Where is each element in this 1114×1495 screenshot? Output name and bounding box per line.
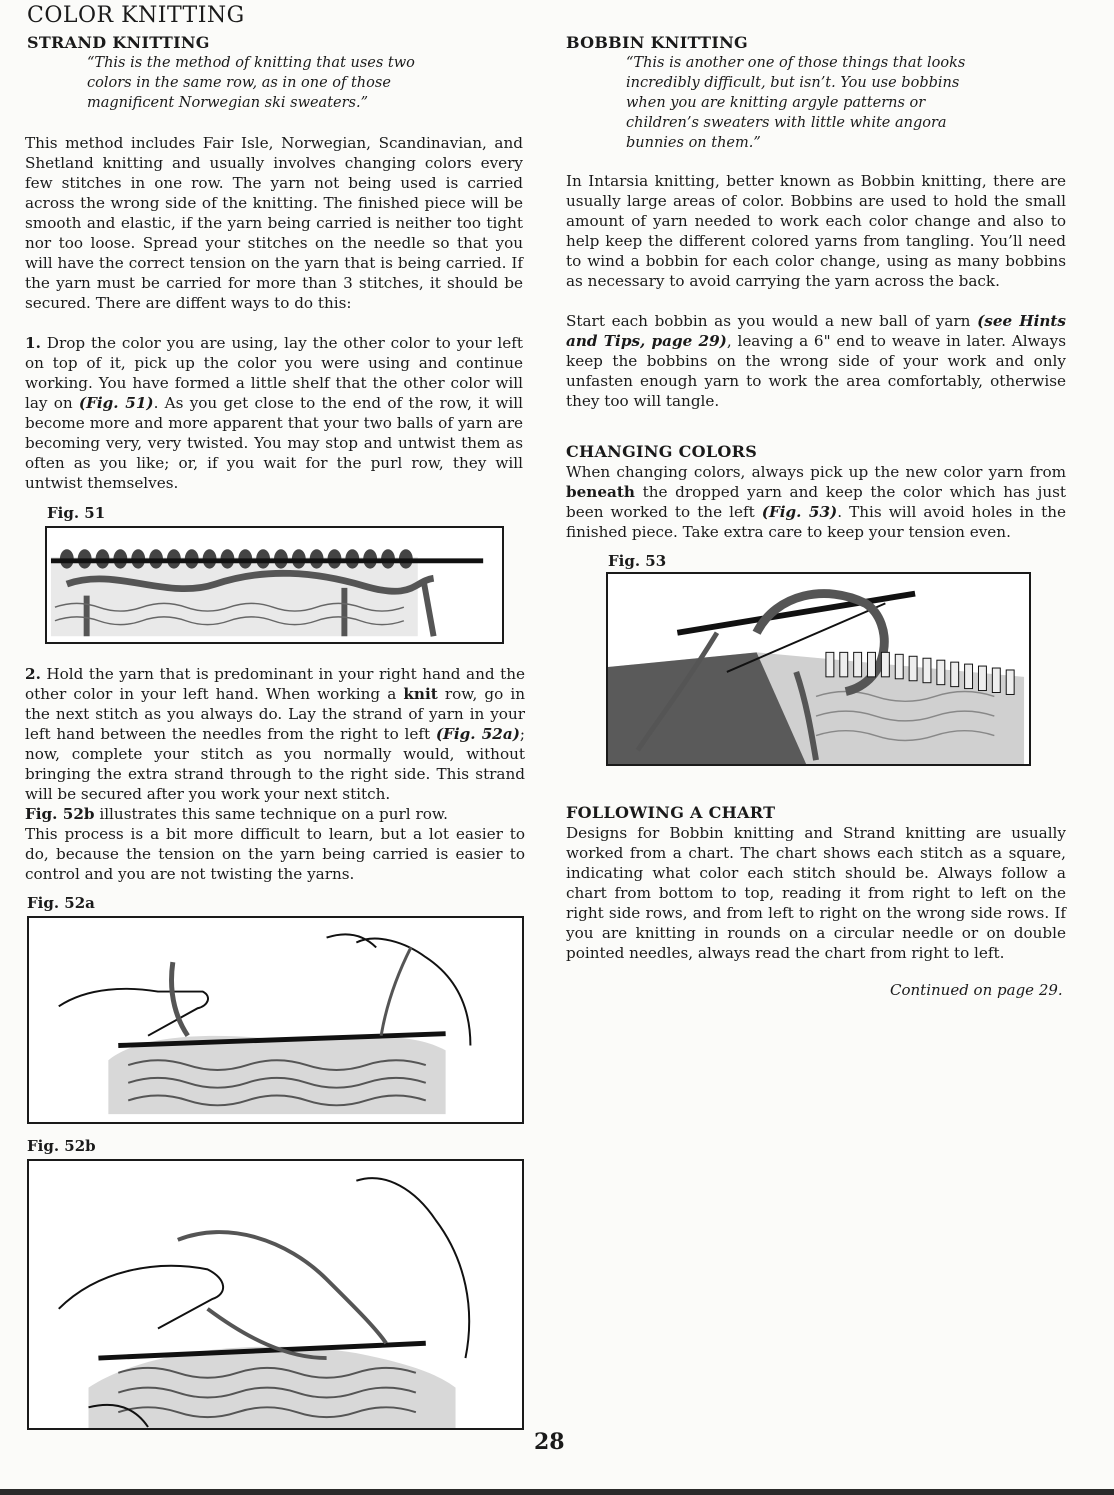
beneath-word: beneath: [566, 483, 635, 501]
page-number: 28: [534, 1429, 565, 1455]
fig-52b-illustration: [27, 1159, 524, 1430]
strand-intro-paragraph: This method includes Fair Isle, Norwegian, Scandinavian, and Shetland knitting and usually involves changing colors every few stitches in one row. The yarn not being used is carried across the wrong side of the knitting. The finished piece will be smooth and elastic, if the yarn being carried is neither too tight nor too loose. Spread your stitches on the needle so that you will have the correct tension on the yarn that is being carried. If the yarn must be carried for more than 3 stitches, it should be secured. There are diffent ways to do this:: [25, 134, 523, 312]
bobbin-paragraph-2-text-b: , leaving a 6" end to weave in later. Always keep the bobbins on the wrong side of your work and only unfasten enough yarn to work the area comfortably, otherwise they too will tangle.: [566, 332, 1066, 410]
step-1-paragraph: [25, 333, 523, 493]
step-2-text-a: Hold the yarn that is predominant in your right hand and the other color in your left hand. When working a: [25, 665, 525, 703]
hints-and-tips-ref: (see Hints and Tips, page 29): [566, 312, 1066, 350]
changing-colors-heading: CHANGING COLORS: [566, 442, 758, 461]
fig-52b-note-ref: Fig. 52b: [25, 805, 95, 823]
bobbin-paragraph-2-text-a: Start each bobbin as you would a new ball of yarn: [566, 312, 978, 330]
step-1-text-a: Drop the color you are using, lay the other color to your left on top of it, pick up the color you were using and continue working. You have formed a little shelf that the other color will lay on: [25, 334, 523, 412]
step-1-text-b: . As you get close to the end of the row, it will become more and more apparent that your two balls of yarn are becoming very, very twisted. You may stop and untwist them as often as you like; or, if you wait for the purl row, they will untwist themselves.: [25, 394, 523, 492]
step-2-fig-ref: (Fig. 52a): [435, 725, 520, 743]
fig-51-illustration: [45, 526, 504, 644]
changing-colors-paragraph: [566, 462, 1066, 542]
fig-52b-label: Fig. 52b: [27, 1137, 96, 1155]
strand-knitting-heading: STRAND KNITTING: [27, 33, 210, 52]
page-title: COLOR KNITTING: [27, 3, 245, 28]
step-2-paragraph: [25, 664, 525, 804]
strand-knitting-quote: “This is the method of knitting that uses two colors in the same row, as in one of those magnificent Norwegian ski sweaters.”: [87, 55, 415, 111]
fig-53-illustration: [606, 572, 1031, 766]
changing-colors-text-b: the dropped yarn and keep the color which has just been worked to the left: [566, 483, 1066, 521]
fig-53-label: Fig. 53: [608, 552, 667, 570]
step-2-text-b: row, go in the next stitch as you always do. Lay the strand of yarn in your left hand between the needles from the right to left: [25, 685, 525, 743]
fig-52a-illustration: [27, 916, 524, 1124]
step-1-fig-ref: (Fig. 51): [78, 394, 154, 412]
fig-51-label: Fig. 51: [47, 504, 106, 522]
bottom-rule: [0, 1489, 1114, 1495]
fig-52a-label: Fig. 52a: [27, 894, 95, 912]
bobbin-paragraph-2: [566, 311, 1066, 411]
fig-52b-note-text: illustrates this same technique on a purl row.: [94, 805, 448, 823]
bobbin-knitting-heading: BOBBIN KNITTING: [566, 33, 749, 52]
following-a-chart-heading: FOLLOWING A CHART: [566, 803, 776, 822]
fig-52b-note: [25, 804, 525, 824]
bobbin-knitting-quote: “This is another one of those things that looks incredibly difficult, but isn’t. You use bobbins when you are knitting argyle patterns or children’s sweaters with little white angora bunnies on them.”: [626, 55, 966, 151]
following-a-chart-paragraph: Designs for Bobbin knitting and Strand knitting are usually worked from a chart. The chart shows each stitch as a square, indicating what color each stitch should be. Always follow a chart from bottom to top, reading it from right to left on the right side rows, and from left to right on the wrong side rows. If you are knitting in rounds on a circular needle or on double pointed needles, always read the chart from right to left.: [566, 824, 1066, 962]
step-2-number: 2.: [25, 665, 41, 683]
bobbin-paragraph-1: In Intarsia knitting, better known as Bobbin knitting, there are usually large areas of color. Bobbins are used to hold the small amount of yarn needed to work each color change and also to help keep the different colored yarns from tangling. You’ll need to wind a bobbin for each color change, using as many bobbins as necessary to avoid carrying the yarn across the back.: [566, 172, 1066, 290]
process-note-paragraph: This process is a bit more difficult to learn, but a lot easier to do, because the tension on the yarn being carried is easier to control and you are not twisting the yarns.: [25, 825, 525, 883]
step-2-text-c: ; now, complete your stitch as you normally would, without bringing the extra strand through to the right side. This strand will be secured after you work your next stitch.: [25, 725, 526, 803]
changing-colors-text-c: . This will avoid holes in the finished piece. Take extra care to keep your tension even.: [566, 503, 1066, 541]
changing-colors-text-a: When changing colors, always pick up the new color yarn from: [566, 463, 1066, 481]
step-1-number: 1.: [25, 334, 41, 352]
continued-note: Continued on page 29.: [890, 981, 1063, 999]
step-2-knit-word: knit: [403, 685, 438, 703]
fig-53-ref: (Fig. 53): [761, 503, 838, 521]
